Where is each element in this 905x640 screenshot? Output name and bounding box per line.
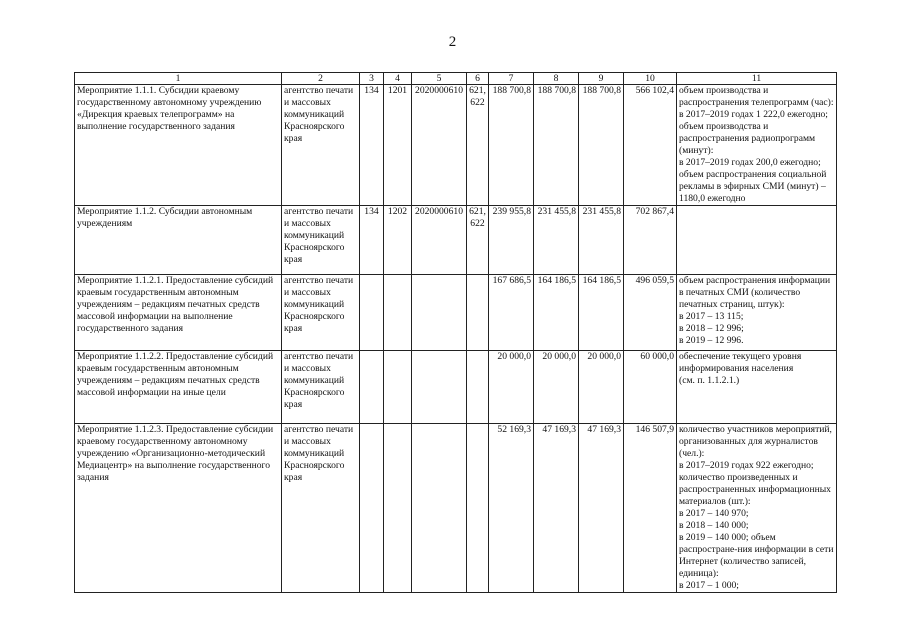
amount-2019: 164 186,5: [579, 275, 624, 351]
executor: агентство печати и массовых коммуникаций Красноярского края: [282, 85, 360, 206]
expected-result: объем производства и распространения телепрограмм (час): в 2017–2019 годах 1 222,0 ежегодно; объем производства и распространения радиопрограмм (минут): в 2017–2019 годах 200,0 ежегодно; объем распространения социальной рекламы в эфирных СМИ (минут) – 1180,0 ежегодно: [677, 85, 837, 206]
code-csr: [412, 424, 467, 593]
table-row: [75, 85, 837, 206]
amount-2018: 188 700,8: [534, 85, 579, 206]
amount-2019: 20 000,0: [579, 351, 624, 424]
header-cell: 2: [282, 73, 360, 85]
code-csr: 2020000610: [412, 206, 467, 275]
table-row: [75, 206, 837, 275]
page-number: 2: [448, 34, 457, 50]
table-row: [75, 424, 837, 593]
code-gr: [360, 351, 384, 424]
header-cell: 8: [534, 73, 579, 85]
code-gr: [360, 275, 384, 351]
executor: агентство печати и массовых коммуникаций Красноярского края: [282, 351, 360, 424]
amount-total: 146 507,9: [624, 424, 677, 593]
header-cell: 3: [360, 73, 384, 85]
amount-total: 702 867,4: [624, 206, 677, 275]
activity-name: Мероприятие 1.1.2.3. Предоставление субсидии краевому государственному автономному учреждению «Организационно-методический Медиацентр» на выполнение государственного задания: [75, 424, 282, 593]
activity-name: Мероприятие 1.1.2.1. Предоставление субсидий краевым государственным автономным учреждениям – редакциям печатных средств массовой информации на выполнение государственного задания: [75, 275, 282, 351]
amount-2019: 188 700,8: [579, 85, 624, 206]
budget-table: [74, 72, 837, 593]
amount-total: 60 000,0: [624, 351, 677, 424]
code-vr: [467, 275, 489, 351]
code-rz: [384, 275, 412, 351]
activity-name: Мероприятие 1.1.2. Субсидии автономным учреждениям: [75, 206, 282, 275]
header-cell: 9: [579, 73, 624, 85]
header-cell: 4: [384, 73, 412, 85]
header-cell: 7: [489, 73, 534, 85]
expected-result: [677, 206, 837, 275]
executor: агентство печати и массовых коммуникаций Красноярского края: [282, 424, 360, 593]
activity-name: Мероприятие 1.1.2.2. Предоставление субсидий краевым государственным автономным учреждениям – редакциям печатных средств массовой информации на иные цели: [75, 351, 282, 424]
amount-total: 496 059,5: [624, 275, 677, 351]
header-cell: 11: [677, 73, 837, 85]
header-cell: 5: [412, 73, 467, 85]
code-vr: 621, 622: [467, 206, 489, 275]
executor: агентство печати и массовых коммуникаций Красноярского края: [282, 206, 360, 275]
amount-2017: 20 000,0: [489, 351, 534, 424]
amount-2019: 47 169,3: [579, 424, 624, 593]
code-vr: [467, 424, 489, 593]
amount-2017: 52 169,3: [489, 424, 534, 593]
amount-2019: 231 455,8: [579, 206, 624, 275]
table-row: [75, 351, 837, 424]
amount-2018: 20 000,0: [534, 351, 579, 424]
amount-2017: 167 686,5: [489, 275, 534, 351]
executor: агентство печати и массовых коммуникаций Красноярского края: [282, 275, 360, 351]
header-cell: 10: [624, 73, 677, 85]
table-row: [75, 275, 837, 351]
code-rz: [384, 351, 412, 424]
expected-result: количество участников мероприятий, организованных для журналистов (чел.): в 2017–2019 годах 922 ежегодно; количество произведенных и распространенных информационных материалов (шт.): в 2017 – 140 970; в 2018 – 140 000; в 2019 – 140 000; объем распростране-ния информации в сети Интернет (количество записей, единица): в 2017 – 1 000;: [677, 424, 837, 593]
code-csr: [412, 351, 467, 424]
code-rz: 1202: [384, 206, 412, 275]
amount-2018: 47 169,3: [534, 424, 579, 593]
code-vr: 621, 622: [467, 85, 489, 206]
amount-2017: 188 700,8: [489, 85, 534, 206]
amount-total: 566 102,4: [624, 85, 677, 206]
expected-result: объем распространения информации в печатных СМИ (количество печатных страниц, штук): в 2017 – 13 115; в 2018 – 12 996; в 2019 – 12 996.: [677, 275, 837, 351]
amount-2018: 164 186,5: [534, 275, 579, 351]
amount-2017: 239 955,8: [489, 206, 534, 275]
code-gr: 134: [360, 85, 384, 206]
code-csr: [412, 275, 467, 351]
code-gr: 134: [360, 206, 384, 275]
code-rz: [384, 424, 412, 593]
code-csr: 2020000610: [412, 85, 467, 206]
header-row: [75, 73, 837, 85]
header-cell: 1: [75, 73, 282, 85]
header-cell: 6: [467, 73, 489, 85]
code-vr: [467, 351, 489, 424]
amount-2018: 231 455,8: [534, 206, 579, 275]
expected-result: обеспечение текущего уровня информирования населения (см. п. 1.1.2.1.): [677, 351, 837, 424]
activity-name: Мероприятие 1.1.1. Субсидии краевому государственному автономному учреждению «Дирекция краевых телепрограмм» на выполнение государственного задания: [75, 85, 282, 206]
code-rz: 1201: [384, 85, 412, 206]
code-gr: [360, 424, 384, 593]
